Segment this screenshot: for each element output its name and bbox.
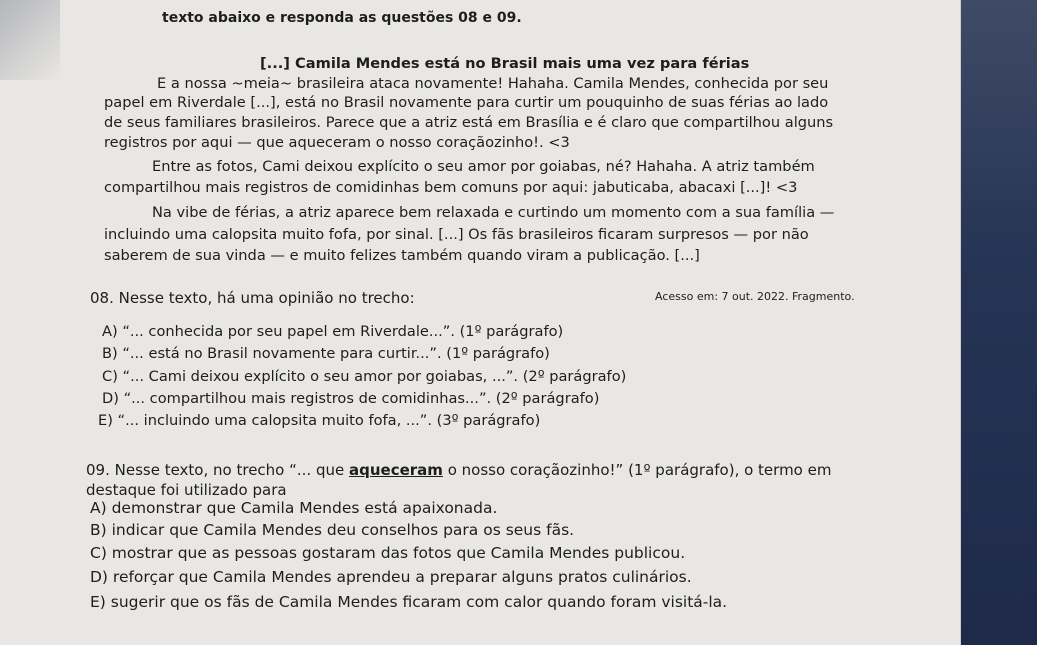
page-shadow xyxy=(0,0,60,80)
header-instruction: texto abaixo e responda as questões 08 e 09. xyxy=(162,10,522,26)
article-line: saberem de sua vinda — e muito felizes também quando viram a publicação. [...] xyxy=(104,247,700,264)
article-line: Entre as fotos, Cami deixou explícito o seu amor por goiabas, né? Hahaha. A atriz também xyxy=(152,158,815,175)
q08-option-e: E) “... incluindo uma calopsita muito fofa, ...”. (3º parágrafo) xyxy=(98,412,541,429)
article-line: de seus familiares brasileiros. Parece que a atriz está em Brasília e é claro que compartilhou alguns xyxy=(104,114,834,131)
q08-option-a: A) “... conhecida por seu papel em Riverdale...”. (1º parágrafo) xyxy=(102,323,564,340)
article-line: E a nossa ~meia~ brasileira ataca novamente! Hahaha. Camila Mendes, conhecida por seu xyxy=(157,75,829,92)
q09-stem-line2: destaque foi utilizado para xyxy=(86,481,287,499)
q09-highlighted-term: aqueceram xyxy=(348,461,443,479)
q09-option-d: D) reforçar que Camila Mendes aprendeu a preparar alguns pratos culinários. xyxy=(90,568,692,586)
article-line: Na vibe de férias, a atriz aparece bem relaxada e curtindo um momento com a sua família — xyxy=(152,204,835,221)
q09-stem-end: o nosso coraçãozinho!” (1º parágrafo), o termo em xyxy=(442,461,832,479)
q08-option-c: C) “... Cami deixou explícito o seu amor por goiabas, ...”. (2º parágrafo) xyxy=(102,368,627,385)
q08-option-d: D) “... compartilhou mais registros de comidinhas...”. (2º parágrafo) xyxy=(102,390,600,407)
q09-option-c: C) mostrar que as pessoas gostaram das fotos que Camila Mendes publicou. xyxy=(90,544,686,562)
q08-stem: 08. Nesse texto, há uma opinião no trecho: xyxy=(90,289,415,307)
article-line: compartilhou mais registros de comidinhas bem comuns por aqui: jabuticaba, abacaxi [...]! <3 xyxy=(104,179,798,196)
q08-option-b: B) “... está no Brasil novamente para curtir...”. (1º parágrafo) xyxy=(102,345,550,362)
q09-stem-start: 09. Nesse texto, no trecho “... que xyxy=(86,461,349,479)
article-title: [...] Camila Mendes está no Brasil mais uma vez para férias xyxy=(260,55,750,72)
q09-option-a: A) demonstrar que Camila Mendes está apaixonada. xyxy=(90,499,498,517)
q09-stem xyxy=(86,462,831,479)
article-line: registros por aqui — que aqueceram o nosso coraçãozinho!. <3 xyxy=(104,134,570,151)
q09-option-b: B) indicar que Camila Mendes deu conselhos para os seus fãs. xyxy=(90,521,575,539)
article-line: incluindo uma calopsita muito fofa, por sinal. [...] Os fãs brasileiros ficaram surpresos — por não xyxy=(104,226,809,243)
source-note: Acesso em: 7 out. 2022. Fragmento. xyxy=(655,290,855,303)
article-line: papel em Riverdale [...], está no Brasil novamente para curtir um pouquinho de suas férias ao lado xyxy=(104,94,829,111)
background-fabric xyxy=(960,0,1037,645)
q09-option-e: E) sugerir que os fãs de Camila Mendes ficaram com calor quando foram visitá-la. xyxy=(90,593,728,611)
